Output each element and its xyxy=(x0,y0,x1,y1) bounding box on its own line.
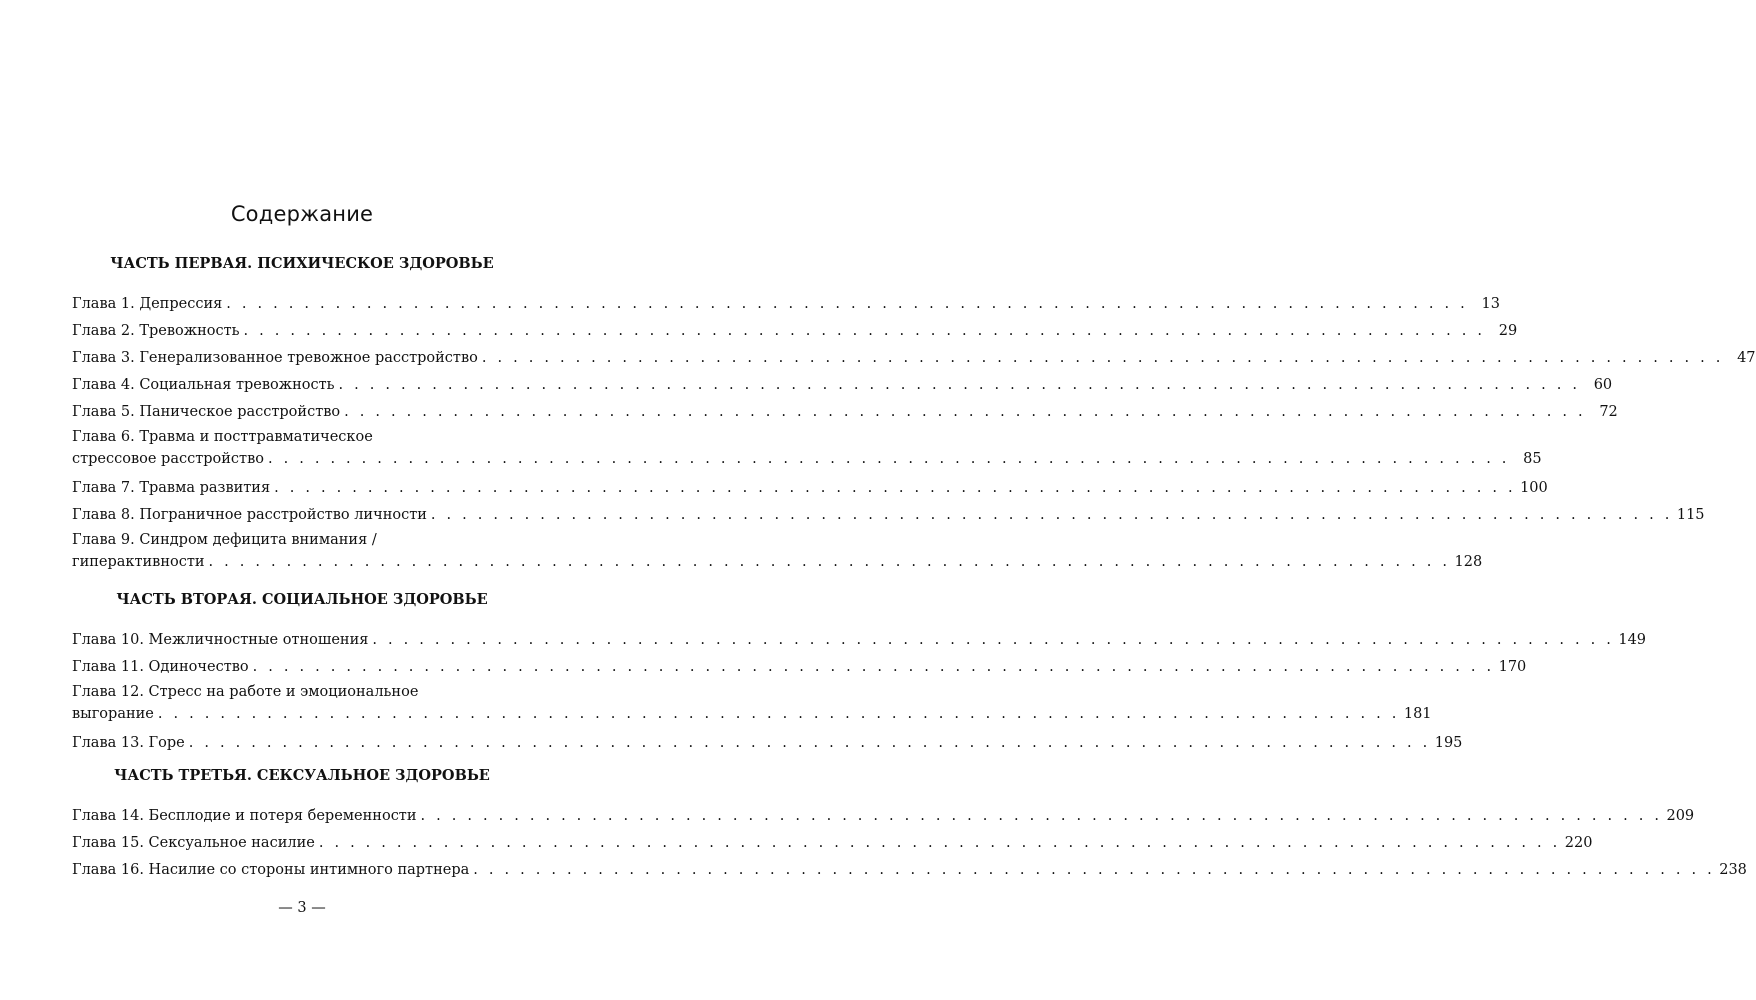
toc-entry[interactable] xyxy=(72,627,1647,654)
dot-leader: . . . . . . . . . . . . . . . . . . . . . . . . . . . . . . . . . . . . . . . . . . . . . . . . . . . . . . . . . . . . . . . . . . . . . . . . . . . . . . . . xyxy=(252,659,1495,675)
dot-leader: . . . . . . . . . . . . . . . . . . . . . . . . . . . . . . . . . . . . . . . . . . . . . . . . . . . . . . . . . . . . . . . . . . . . . . . . . . . . . . . . xyxy=(243,323,1486,339)
toc-entry-title: Глава 8. Пограничное расстройство личности xyxy=(72,507,427,523)
dot-leader: . . . . . . . . . . . . . . . . . . . . . . . . . . . . . . . . . . . . . . . . . . . . . . . . . . . . . . . . . . . . . . . . . . . . . . . . . . . . . . . . xyxy=(430,507,1673,523)
toc-entry-page: 170 xyxy=(1498,659,1527,675)
toc-entry-title: Глава 11. Одиночество xyxy=(72,659,249,675)
dot-leader: . . . . . . . . . . . . . . . . . . . . . . . . . . . . . . . . . . . . . . . . . . . . . . . . . . . . . . . . . . . . . . . . . . . . . . . . . . . . . . . . xyxy=(344,404,1586,420)
part-heading: ЧАСТЬ ТРЕТЬЯ. СЕКСУАЛЬНОЕ ЗДОРОВЬЕ xyxy=(114,767,490,784)
part-heading: ЧАСТЬ ПЕРВАЯ. ПСИХИЧЕСКОЕ ЗДОРОВЬЕ xyxy=(110,255,494,272)
toc-entry-title: Глава 6. Травма и посттравматическое xyxy=(72,429,373,445)
toc-entry-page: 85 xyxy=(1523,451,1542,467)
toc-entry-title: Глава 1. Депрессия xyxy=(72,296,223,312)
toc-entry-page: 209 xyxy=(1666,808,1695,824)
toc-entry[interactable] xyxy=(72,291,1500,318)
toc-entry-title: Глава 16. Насилие со стороны интимного партнера xyxy=(72,862,470,878)
contents-part xyxy=(72,590,1647,757)
dot-leader: . . . . . . . . . . . . . . . . . . . . . . . . . . . . . . . . . . . . . . . . . . . . . . . . . . . . . . . . . . . . . . . . . . . . . . . . . . . . . . . . xyxy=(226,296,1468,312)
toc-entry-title: Глава 4. Социальная тревожность xyxy=(72,377,335,393)
toc-entry-title: Глава 9. Синдром дефицита внимания / xyxy=(72,532,377,548)
toc-entry-title: Глава 2. Тревожность xyxy=(72,323,240,339)
toc-entry[interactable] xyxy=(72,502,1705,529)
dot-leader: . . . . . . . . . . . . . . . . . . . . . . . . . . . . . . . . . . . . . . . . . . . . . . . . . . . . . . . . . . . . . . . . . . . . . . . . . . . . . . . . xyxy=(481,350,1724,366)
toc-entry-page: 128 xyxy=(1454,554,1483,570)
toc-entry-page: 115 xyxy=(1676,507,1705,523)
toc-entry[interactable] xyxy=(72,730,1463,757)
toc-entry-title: Глава 12. Стресс на работе и эмоциональное xyxy=(72,684,419,700)
toc-entry[interactable] xyxy=(72,529,1483,578)
dot-leader: . . . . . . . . . . . . . . . . . . . . . . . . . . . . . . . . . . . . . . . . . . . . . . . . . . . . . . . . . . . . . . . . . . . . . . . . . . . . . . . . xyxy=(188,735,1431,751)
dot-leader: . . . . . . . . . . . . . . . . . . . . . . . . . . . . . . . . . . . . . . . . . . . . . . . . . . . . . . . . . . . . . . . . . . . . . . . . . . . . . . . . xyxy=(208,554,1451,570)
part-heading: ЧАСТЬ ВТОРАЯ. СОЦИАЛЬНОЕ ЗДОРОВЬЕ xyxy=(116,591,488,608)
toc-entry-page: 47 xyxy=(1737,350,1756,366)
toc-entry-title: Глава 3. Генерализованное тревожное расстройство xyxy=(72,350,478,366)
contents-part xyxy=(72,254,1756,578)
dot-leader: . . . . . . . . . . . . . . . . . . . . . . . . . . . . . . . . . . . . . . . . . . . . . . . . . . . . . . . . . . . . . . . . . . . . . . . . . . . . . . . . xyxy=(372,632,1615,648)
toc-entry[interactable] xyxy=(72,654,1527,681)
dot-leader: . . . . . . . . . . . . . . . . . . . . . . . . . . . . . . . . . . . . . . . . . . . . . . . . . . . . . . . . . . . . . . . . . . . . . . . . . . . . . . . . xyxy=(420,808,1663,824)
toc-entry[interactable] xyxy=(72,372,1613,399)
toc-entry[interactable] xyxy=(72,681,1432,730)
toc-entry-page: 149 xyxy=(1618,632,1647,648)
toc-entry[interactable] xyxy=(72,803,1695,830)
toc-entry[interactable] xyxy=(72,830,1593,857)
toc-entry-page: 60 xyxy=(1593,377,1613,393)
toc-entry-title-continued: стрессовое расстройство xyxy=(72,451,264,467)
dot-leader: . . . . . . . . . . . . . . . . . . . . . . . . . . . . . . . . . . . . . . . . . . . . . . . . . . . . . . . . . . . . . . . . . . . . . . . . . . . . . . . . xyxy=(267,451,1510,467)
toc-entry[interactable] xyxy=(72,399,1618,426)
toc-entry-page: 29 xyxy=(1498,323,1518,339)
toc-entry-title-continued: гиперактивности xyxy=(72,554,205,570)
dot-leader: . . . . . . . . . . . . . . . . . . . . . . . . . . . . . . . . . . . . . . . . . . . . . . . . . . . . . . . . . . . . . . . . . . . . . . . . . . . . . . . . xyxy=(338,377,1581,393)
dot-leader: . . . . . . . . . . . . . . . . . . . . . . . . . . . . . . . . . . . . . . . . . . . . . . . . . . . . . . . . . . . . . . . . . . . . . . . . . . . . . . . . xyxy=(473,862,1715,878)
toc-entry-page: 100 xyxy=(1520,480,1548,496)
toc-entry-title: Глава 13. Горе xyxy=(72,735,185,751)
dot-leader: . . . . . . . . . . . . . . . . . . . . . . . . . . . . . . . . . . . . . . . . . . . . . . . . . . . . . . . . . . . . . . . . . . . . . . . . . . . . . . . . xyxy=(318,835,1561,851)
dot-leader: . . . . . . . . . . . . . . . . . . . . . . . . . . . . . . . . . . . . . . . . . . . . . . . . . . . . . . . . . . . . . . . . . . . . . . . . . . . . . . . . xyxy=(274,480,1516,496)
toc-entry-title: Глава 7. Травма развития xyxy=(72,480,271,496)
dot-leader: . . . . . . . . . . . . . . . . . . . . . . . . . . . . . . . . . . . . . . . . . . . . . . . . . . . . . . . . . . . . . . . . . . . . . . . . . . . . . . . . xyxy=(157,706,1400,722)
contents-title: Содержание xyxy=(230,202,374,226)
toc-entry-page: 220 xyxy=(1564,835,1593,851)
toc-entry-title: Глава 10. Межличностные отношения xyxy=(72,632,369,648)
contents-part xyxy=(72,766,1747,884)
toc-entry-page: 181 xyxy=(1403,706,1432,722)
toc-entry-page: 238 xyxy=(1719,862,1747,878)
toc-entry[interactable] xyxy=(72,857,1747,884)
toc-entry-title-continued: выгорание xyxy=(72,706,154,722)
toc-entry[interactable] xyxy=(72,475,1548,502)
page-number: — 3 — xyxy=(278,900,326,916)
toc-entry-page: 72 xyxy=(1599,404,1618,420)
toc-entry-page: 195 xyxy=(1434,735,1463,751)
toc-entry-title: Глава 14. Бесплодие и потеря беременности xyxy=(72,808,417,824)
toc-entry-page: 13 xyxy=(1481,296,1500,312)
toc-entry[interactable] xyxy=(72,318,1518,345)
toc-entry[interactable] xyxy=(72,426,1542,475)
toc-entry[interactable] xyxy=(72,345,1756,372)
toc-entry-title: Глава 5. Паническое расстройство xyxy=(72,404,341,420)
toc-entry-title: Глава 15. Сексуальное насилие xyxy=(72,835,315,851)
